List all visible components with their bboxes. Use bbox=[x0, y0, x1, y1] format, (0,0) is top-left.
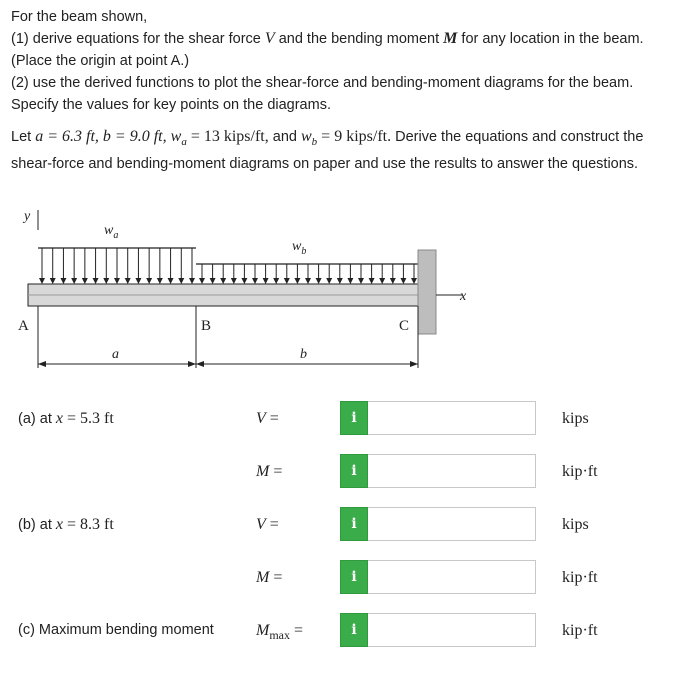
wa-arrow-head bbox=[60, 278, 66, 284]
wb-arrow-head bbox=[220, 278, 226, 284]
wa-arrow-head bbox=[50, 278, 56, 284]
qb-m-label: M = bbox=[256, 569, 283, 586]
wa-arrow-head bbox=[125, 278, 131, 284]
qc-units: kip·ft bbox=[562, 622, 598, 639]
wb-value: $w_b = 9$ kips/ft. bbox=[301, 128, 392, 149]
wa-arrow-head bbox=[82, 278, 88, 284]
part2-text: (2) use the derived functions to plot the shear-force and bending-moment diagrams for the beam. Specify the values for key points on the diagrams. bbox=[11, 75, 634, 113]
dim-arrow-b-left bbox=[196, 361, 204, 367]
wa-value: $w_a = 13$ kips/ft, bbox=[170, 128, 269, 149]
qb-v-units: kips bbox=[562, 516, 589, 533]
qb-m-input[interactable] bbox=[368, 560, 536, 594]
wa-arrow-head bbox=[93, 278, 99, 284]
qc-mmax-input[interactable] bbox=[368, 613, 536, 647]
wa-arrow-head bbox=[103, 278, 109, 284]
wb-arrow-head bbox=[369, 278, 375, 284]
wa-arrow-head bbox=[189, 278, 195, 284]
wb-arrow-head bbox=[199, 278, 205, 284]
wb-arrow-head bbox=[263, 278, 269, 284]
qa-m-label: M = bbox=[256, 463, 283, 480]
question-a-label: (a) at x = 5.3 ft bbox=[18, 410, 114, 427]
point-A-label: A bbox=[18, 318, 29, 334]
wa-arrow-head bbox=[39, 278, 45, 284]
question-b-label: (b) at x = 8.3 ft bbox=[18, 516, 114, 533]
fixed-support bbox=[418, 250, 436, 334]
qa-v-units: kips bbox=[562, 410, 589, 427]
a-value: a = 6.3 ft, bbox=[35, 128, 99, 145]
qa-m-units: kip·ft bbox=[562, 463, 598, 480]
qa-v-input[interactable] bbox=[368, 401, 536, 435]
wa-arrow-head bbox=[157, 278, 163, 284]
qb-m-units: kip·ft bbox=[562, 569, 598, 586]
point-B-label: B bbox=[201, 318, 212, 334]
wb-arrow-head bbox=[411, 278, 417, 284]
wa-arrow-head bbox=[168, 278, 174, 284]
instructions: Derive the equations and construct the shear-force and bending-moment diagrams on paper and use the results to answer the questions. bbox=[11, 129, 644, 173]
part1-text: (1) derive equations for the shear force V and the bending moment M for any location in the beam. (Place the origin at point A.) bbox=[11, 30, 644, 69]
y-axis-label: y bbox=[24, 209, 31, 224]
b-value: b = 9.0 ft, bbox=[102, 128, 167, 145]
qa-v-label: V = bbox=[256, 410, 279, 427]
qb-v-info-icon[interactable]: i bbox=[340, 507, 368, 541]
wb-arrow-head bbox=[305, 278, 311, 284]
wb-arrow-head bbox=[273, 278, 279, 284]
wa-arrow-head bbox=[146, 278, 152, 284]
beam-figure bbox=[0, 200, 470, 380]
wb-arrow-head bbox=[358, 278, 364, 284]
wb-arrow-head bbox=[294, 278, 300, 284]
qc-info-icon[interactable]: i bbox=[340, 613, 368, 647]
wb-arrow-head bbox=[210, 278, 216, 284]
qa-m-info-icon[interactable]: i bbox=[340, 454, 368, 488]
given-values: Let a = 6.3 ft, b = 9.0 ft, $w_a = 13$ kips/ft, and $w_b = 9$ kips/ft. Derive the equations and construct the shear-force and bending-moment diagrams on paper and use the results to answer the questions. bbox=[11, 128, 644, 173]
wb-label: $w_b$ bbox=[292, 239, 307, 257]
point-C-label: C bbox=[399, 318, 410, 334]
wb-arrow-head bbox=[347, 278, 353, 284]
wb-arrow-head bbox=[284, 278, 290, 284]
qb-m-info-icon[interactable]: i bbox=[340, 560, 368, 594]
dim-b-label: b bbox=[300, 347, 307, 362]
wa-load-arrows bbox=[39, 248, 195, 284]
qa-m-input[interactable] bbox=[368, 454, 536, 488]
wb-load-arrows bbox=[199, 264, 417, 284]
wb-arrow-head bbox=[326, 278, 332, 284]
wb-arrow-head bbox=[390, 278, 396, 284]
wa-arrow-head bbox=[178, 278, 184, 284]
qc-mmax-label: $M_{max}$ = bbox=[256, 622, 304, 643]
dim-a-label: a bbox=[112, 347, 119, 362]
problem-statement bbox=[11, 6, 681, 175]
wb-arrow-head bbox=[241, 278, 247, 284]
wb-arrow-head bbox=[400, 278, 406, 284]
wa-arrow-head bbox=[114, 278, 120, 284]
wb-arrow-head bbox=[231, 278, 237, 284]
wb-arrow-head bbox=[316, 278, 322, 284]
wb-arrow-head bbox=[337, 278, 343, 284]
wb-arrow-head bbox=[252, 278, 258, 284]
wa-arrow-head bbox=[135, 278, 141, 284]
intro-line: For the beam shown, bbox=[11, 9, 148, 25]
dim-arrow-a-left bbox=[38, 361, 46, 367]
x-axis-label: x bbox=[460, 289, 467, 304]
qb-v-label: V = bbox=[256, 516, 279, 533]
dim-arrow-b-right bbox=[410, 361, 418, 367]
wb-arrow-head bbox=[379, 278, 385, 284]
dim-arrow-a-right bbox=[188, 361, 196, 367]
wa-label: $w_a$ bbox=[104, 223, 119, 241]
qb-v-input[interactable] bbox=[368, 507, 536, 541]
wa-arrow-head bbox=[71, 278, 77, 284]
question-c-label: (c) Maximum bending moment bbox=[18, 622, 214, 638]
qa-v-info-icon[interactable]: i bbox=[340, 401, 368, 435]
